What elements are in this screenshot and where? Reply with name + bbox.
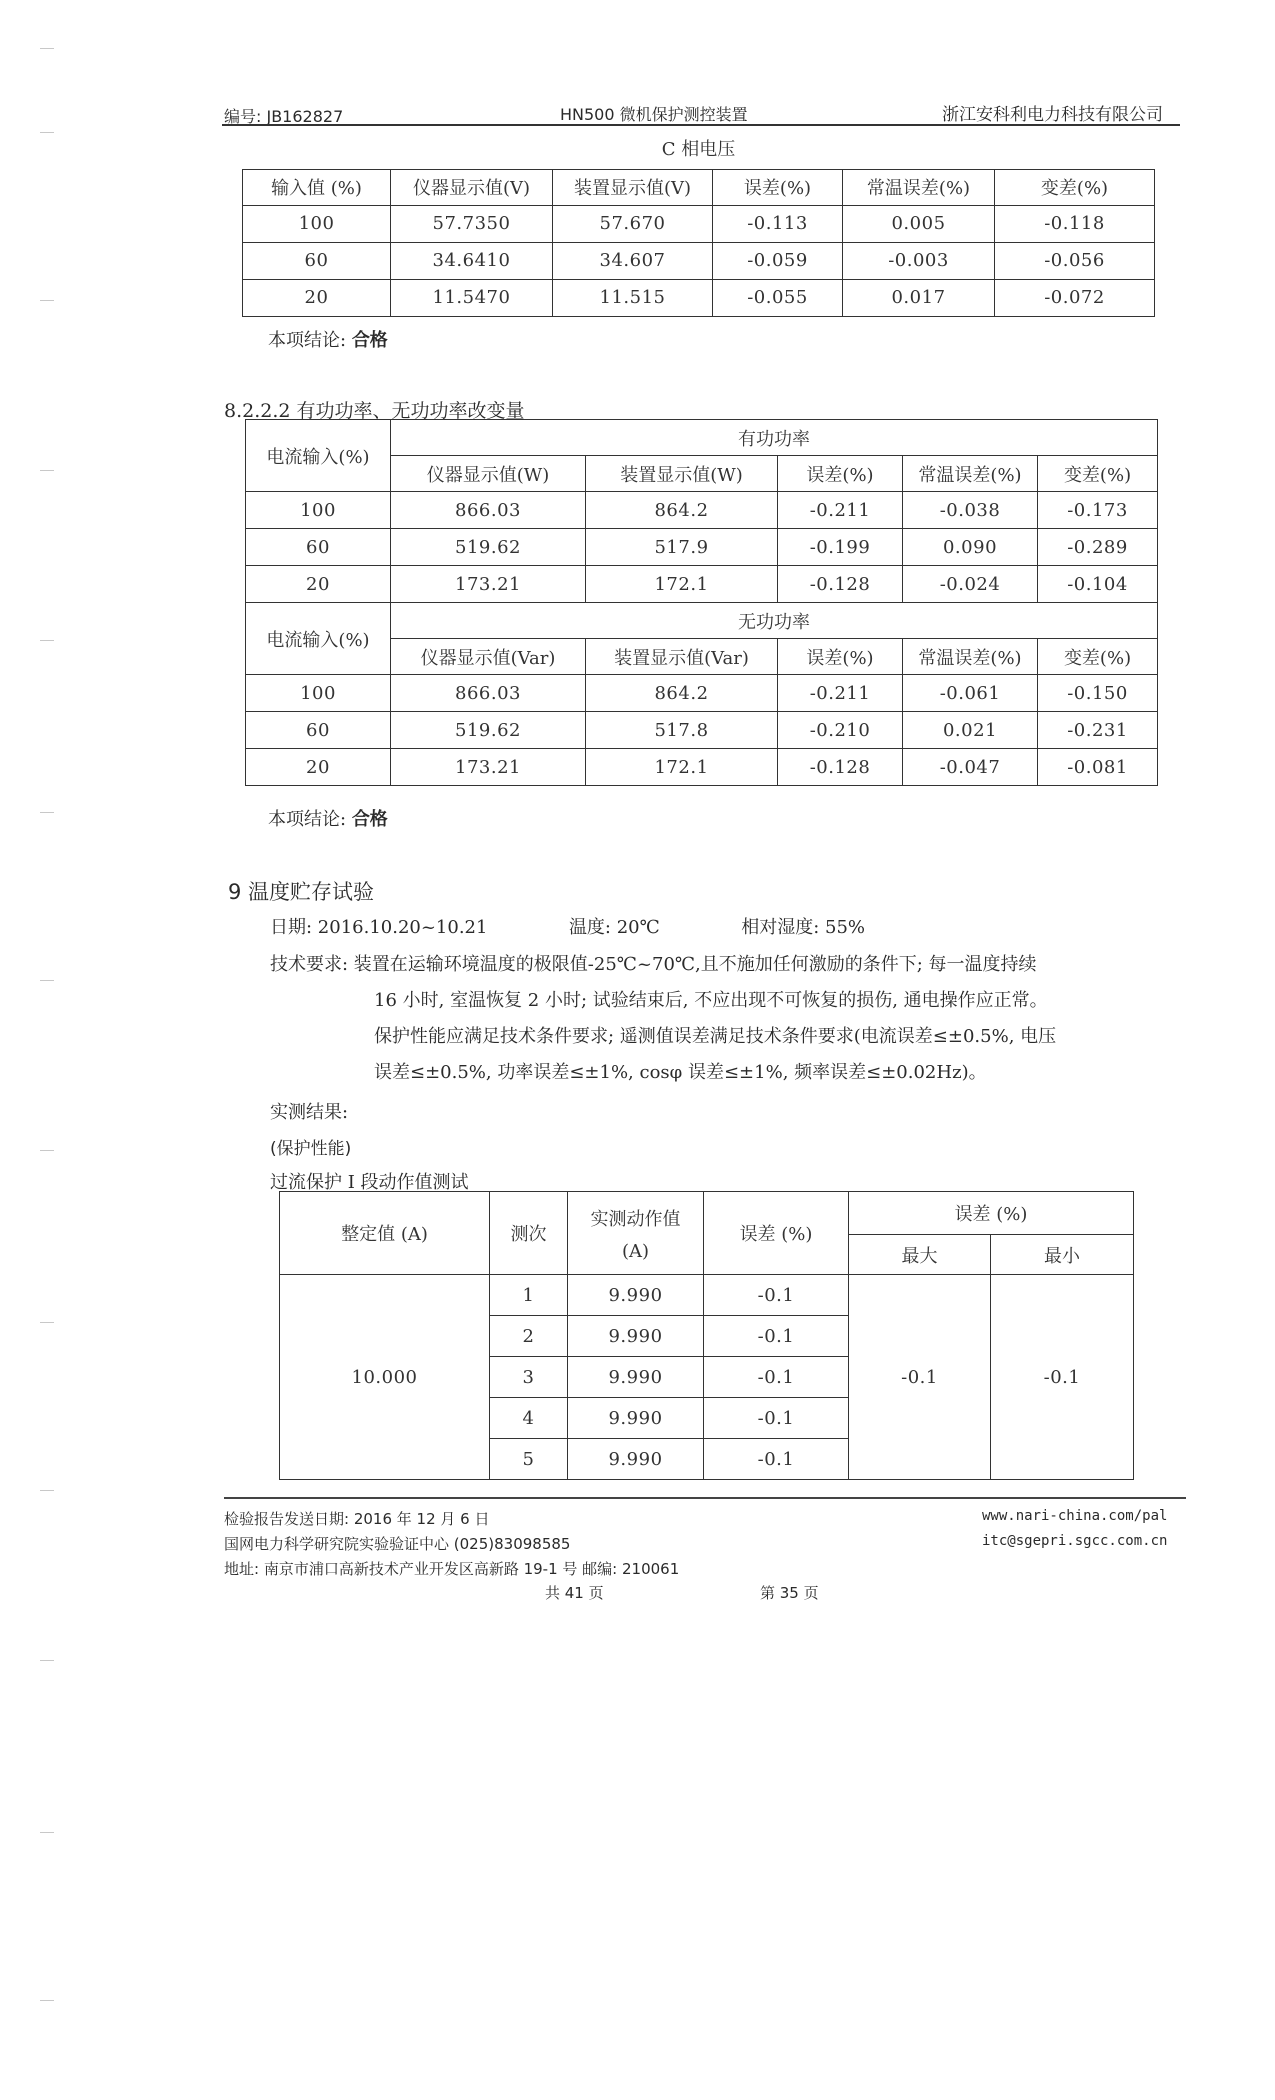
- table-cell: 57.670: [553, 205, 713, 242]
- conclusion-value: 合格: [351, 330, 388, 351]
- table-cell: -0.211: [778, 675, 903, 712]
- reactive-power-title: 无功功率: [391, 603, 1158, 639]
- test-temperature: 温度: 20℃: [568, 917, 660, 938]
- column-header: 装置显示值(V): [553, 169, 713, 205]
- current-input-header: 电流输入(%): [246, 603, 391, 675]
- overcurrent-table: [279, 1191, 1134, 1480]
- table-cell: 100: [246, 675, 391, 712]
- protection-label: (保护性能): [270, 1139, 352, 1159]
- table-row: [243, 242, 1155, 279]
- requirement-line-3: 保护性能应满足技术条件要求; 遥测值误差满足技术条件要求(电流误差≤±0.5%, 电压: [374, 1026, 1057, 1047]
- power-conclusion: [268, 805, 388, 831]
- trial-number: 2: [490, 1316, 568, 1357]
- max-header: 最大: [849, 1235, 991, 1275]
- scan-mark: [40, 2000, 54, 2001]
- active-power-title: 有功功率: [391, 420, 1158, 456]
- measured-value: 9.990: [568, 1439, 704, 1480]
- error-header: 误差 (%): [704, 1192, 849, 1275]
- scan-mark: [40, 812, 54, 813]
- scan-mark: [40, 132, 54, 133]
- setting-value: 10.000: [280, 1275, 490, 1480]
- column-header: 变差(%): [1038, 639, 1158, 675]
- column-header: 仪器显示值(Var): [391, 639, 586, 675]
- column-header: 变差(%): [995, 169, 1155, 205]
- column-header: 仪器显示值(W): [391, 456, 586, 492]
- table-cell: 57.7350: [391, 205, 553, 242]
- table-cell: 60: [243, 242, 391, 279]
- scan-mark: [40, 980, 54, 981]
- table-row: [246, 529, 1158, 566]
- table-cell: -0.150: [1038, 675, 1158, 712]
- address: 地址: 南京市浦口高新技术产业开发区高新路 19-1 号 邮编: 210061: [224, 1560, 680, 1578]
- test-humidity: 相对湿度: 55%: [741, 917, 866, 938]
- table-cell: 100: [246, 492, 391, 529]
- table-row: [246, 675, 1158, 712]
- table-cell: -0.024: [903, 566, 1038, 603]
- trial-number: 4: [490, 1398, 568, 1439]
- section-heading-9: 9 温度贮存试验: [228, 880, 375, 904]
- table-cell: 172.1: [586, 749, 778, 786]
- table-caption: 过流保护 I 段动作值测试: [270, 1172, 469, 1193]
- c-phase-voltage-table: [242, 127, 1155, 317]
- measured-value: 9.990: [568, 1275, 704, 1316]
- power-change-table: [245, 419, 1158, 786]
- measured-header-line-2: (A): [621, 1240, 650, 1262]
- error-value: -0.1: [704, 1275, 849, 1316]
- test-center: 国网电力科学研究院实验验证中心 (025)83098585: [224, 1535, 571, 1553]
- scan-mark: [40, 1322, 54, 1323]
- table-cell: 100: [243, 205, 391, 242]
- measured-value: 9.990: [568, 1398, 704, 1439]
- c-phase-conclusion: [268, 326, 388, 352]
- table-row: [246, 712, 1158, 749]
- conclusion-label: 本项结论:: [268, 330, 347, 351]
- table-cell: -0.038: [903, 492, 1038, 529]
- error-value: -0.1: [704, 1316, 849, 1357]
- column-header: 装置显示值(Var): [586, 639, 778, 675]
- column-header: 装置显示值(W): [586, 456, 778, 492]
- report-send-date: 检验报告发送日期: 2016 年 12 月 6 日: [224, 1510, 490, 1528]
- table-row: [246, 492, 1158, 529]
- company-name: 浙江安科利电力科技有限公司: [942, 105, 1163, 125]
- table-row: [243, 279, 1155, 316]
- device-title: HN500 微机保护测控装置: [560, 105, 748, 124]
- requirement-line-1: 技术要求: 装置在运输环境温度的极限值-25℃~70℃,且不施加任何激励的条件下; 每一温度持续: [270, 954, 1037, 975]
- table-cell: 172.1: [586, 566, 778, 603]
- trial-number: 5: [490, 1439, 568, 1480]
- table-row: [243, 205, 1155, 242]
- column-header: 误差(%): [778, 639, 903, 675]
- table-cell: -0.059: [713, 242, 843, 279]
- table-cell: 866.03: [391, 492, 586, 529]
- table-cell: -0.128: [778, 749, 903, 786]
- table-cell: -0.003: [843, 242, 995, 279]
- table-title: C 相电压: [243, 127, 1155, 169]
- table-row: [246, 566, 1158, 603]
- table-cell: -0.128: [778, 566, 903, 603]
- table-cell: 0.005: [843, 205, 995, 242]
- column-header: 常温误差(%): [903, 456, 1038, 492]
- min-error-value: -0.1: [991, 1275, 1134, 1480]
- table-cell: 60: [246, 529, 391, 566]
- report-number: 编号: JB162827: [224, 107, 344, 126]
- table-cell: 34.607: [553, 242, 713, 279]
- test-conditions: [270, 913, 865, 939]
- measured-value: 9.990: [568, 1357, 704, 1398]
- current-input-header: 电流输入(%): [246, 420, 391, 492]
- table-cell: 11.5470: [391, 279, 553, 316]
- table-cell: 173.21: [391, 566, 586, 603]
- table-cell: -0.113: [713, 205, 843, 242]
- trial-header: 测次: [490, 1192, 568, 1275]
- table-row: [280, 1275, 1134, 1316]
- measured-value: 9.990: [568, 1316, 704, 1357]
- table-cell: -0.173: [1038, 492, 1158, 529]
- trial-number: 1: [490, 1275, 568, 1316]
- table-cell: -0.072: [995, 279, 1155, 316]
- scan-mark: [40, 1490, 54, 1491]
- max-error-value: -0.1: [849, 1275, 991, 1480]
- setting-header: 整定值 (A): [280, 1192, 490, 1275]
- measured-header-line-1: 实测动作值: [590, 1208, 681, 1230]
- table-cell: 0.021: [903, 712, 1038, 749]
- table-cell: 34.6410: [391, 242, 553, 279]
- requirement-line-2: 16 小时, 室温恢复 2 小时; 试验结束后, 不应出现不可恢复的损伤, 通电操作应正常。: [374, 990, 1048, 1011]
- table-cell: 866.03: [391, 675, 586, 712]
- header-rule: [222, 124, 1180, 126]
- table-cell: 519.62: [391, 712, 586, 749]
- table-cell: 11.515: [553, 279, 713, 316]
- table-cell: -0.056: [995, 242, 1155, 279]
- table-cell: -0.118: [995, 205, 1155, 242]
- scan-mark: [40, 470, 54, 471]
- table-cell: 20: [246, 566, 391, 603]
- table-cell: -0.210: [778, 712, 903, 749]
- table-cell: 864.2: [586, 675, 778, 712]
- min-header: 最小: [991, 1235, 1134, 1275]
- column-header: 输入值 (%): [243, 169, 391, 205]
- table-cell: -0.047: [903, 749, 1038, 786]
- table-cell: -0.055: [713, 279, 843, 316]
- column-header: 变差(%): [1038, 456, 1158, 492]
- column-header: 误差(%): [713, 169, 843, 205]
- column-header: 仪器显示值(V): [391, 169, 553, 205]
- table-cell: 864.2: [586, 492, 778, 529]
- scan-mark: [40, 300, 54, 301]
- requirement-line-4: 误差≤±0.5%, 功率误差≤±1%, cosφ 误差≤±1%, 频率误差≤±0.02Hz)。: [374, 1062, 987, 1083]
- table-cell: 60: [246, 712, 391, 749]
- conclusion-label: 本项结论:: [268, 809, 347, 830]
- email-link[interactable]: itc@sgepri.sgcc.com.cn: [982, 1533, 1168, 1549]
- column-header: 误差(%): [778, 456, 903, 492]
- conclusion-value: 合格: [351, 809, 388, 830]
- table-cell: -0.231: [1038, 712, 1158, 749]
- column-header: 常温误差(%): [843, 169, 995, 205]
- table-cell: 519.62: [391, 529, 586, 566]
- table-row: [246, 749, 1158, 786]
- test-date: 日期: 2016.10.20~10.21: [270, 917, 488, 938]
- table-cell: 517.8: [586, 712, 778, 749]
- footer-rule: [224, 1497, 1186, 1499]
- table-cell: -0.211: [778, 492, 903, 529]
- table-cell: 20: [243, 279, 391, 316]
- scan-mark: [40, 640, 54, 641]
- table-cell: 0.017: [843, 279, 995, 316]
- table-cell: 173.21: [391, 749, 586, 786]
- scan-mark: [40, 1150, 54, 1151]
- table-cell: -0.104: [1038, 566, 1158, 603]
- error-value: -0.1: [704, 1439, 849, 1480]
- table-cell: -0.199: [778, 529, 903, 566]
- error-group-header: 误差 (%): [849, 1192, 1134, 1235]
- total-pages: 共 41 页: [545, 1584, 604, 1602]
- trial-number: 3: [490, 1357, 568, 1398]
- page-number: 第 35 页: [760, 1584, 819, 1602]
- measured-header: [568, 1192, 704, 1275]
- scan-mark: [40, 1832, 54, 1833]
- scan-mark: [40, 48, 54, 49]
- error-value: -0.1: [704, 1357, 849, 1398]
- table-cell: -0.061: [903, 675, 1038, 712]
- error-value: -0.1: [704, 1398, 849, 1439]
- results-label: 实测结果:: [270, 1102, 349, 1123]
- table-cell: 0.090: [903, 529, 1038, 566]
- column-header: 常温误差(%): [903, 639, 1038, 675]
- scan-mark: [40, 1660, 54, 1661]
- section-heading-8-2-2-2: 8.2.2.2 有功功率、无功功率改变量: [224, 400, 525, 422]
- table-cell: -0.289: [1038, 529, 1158, 566]
- table-cell: -0.081: [1038, 749, 1158, 786]
- table-cell: 20: [246, 749, 391, 786]
- table-cell: 517.9: [586, 529, 778, 566]
- website-link[interactable]: www.nari-china.com/pal: [982, 1508, 1168, 1524]
